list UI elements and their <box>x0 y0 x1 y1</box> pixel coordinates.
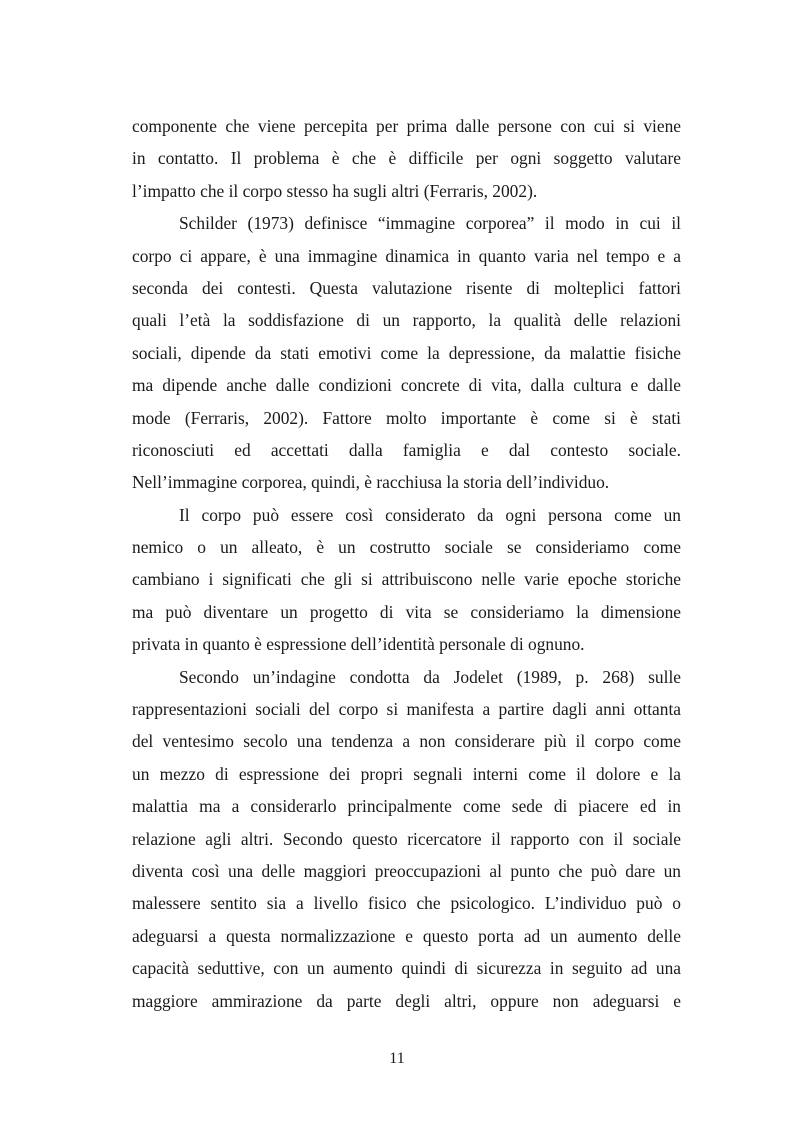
text-line: diventa così una delle maggiori preoccupazioni al punto che può dare un <box>132 860 681 881</box>
text-line: ma può diventare un progetto di vita se consideriamo la dimensione <box>132 601 681 622</box>
text-line: Schilder (1973) definisce “immagine corporea” il modo in cui il <box>179 213 681 234</box>
text-line: privata in quanto è espressione dell’identità personale di ognuno. <box>132 634 585 655</box>
text-line: seconda dei contesti. Questa valutazione risente di molteplici fattori <box>132 277 681 298</box>
text-line: del ventesimo secolo una tendenza a non considerare più il corpo come <box>132 731 681 752</box>
paragraph-2 <box>132 207 681 499</box>
document-body <box>132 110 681 1017</box>
text-line: corpo ci appare, è una immagine dinamica in quanto varia nel tempo e a <box>132 245 681 266</box>
text-line: relazione agli altri. Secondo questo ricercatore il rapporto con il sociale <box>132 828 681 849</box>
paragraph-3 <box>132 499 681 661</box>
text-line: adeguarsi a questa normalizzazione e questo porta ad un aumento delle <box>132 925 681 946</box>
text-line: rappresentazioni sociali del corpo si manifesta a partire dagli anni ottanta <box>132 699 681 720</box>
text-line: riconosciuti ed accettati dalla famiglia e dal contesto sociale. <box>132 439 681 460</box>
text-line: cambiano i significati che gli si attribuiscono nelle varie epoche storiche <box>132 569 681 590</box>
text-line: Secondo un’indagine condotta da Jodelet (1989, p. 268) sulle <box>179 666 681 687</box>
text-line: malattia ma a considerarlo principalmente come sede di piacere ed in <box>132 796 681 817</box>
text-line: nemico o un alleato, è un costrutto sociale se consideriamo come <box>132 537 681 558</box>
paragraph-1 <box>132 110 681 207</box>
paragraph-4 <box>132 661 681 1017</box>
text-line: maggiore ammirazione da parte degli altri, oppure non adeguarsi e <box>132 990 681 1011</box>
text-line: capacità seduttive, con un aumento quindi di sicurezza in seguito ad una <box>132 958 681 979</box>
text-line: componente che viene percepita per prima dalle persone con cui si viene <box>132 116 681 136</box>
text-line: quali l’età la soddisfazione di un rapporto, la qualità delle relazioni <box>132 310 681 331</box>
text-line: Nell’immagine corporea, quindi, è racchiusa la storia dell’individuo. <box>132 472 610 493</box>
text-line: in contatto. Il problema è che è difficile per ogni soggetto valutare <box>132 148 681 169</box>
text-line: un mezzo di espressione dei propri segnali interni come il dolore e la <box>132 763 681 784</box>
text-line: Il corpo può essere così considerato da ogni persona come un <box>179 504 681 525</box>
text-line: l’impatto che il corpo stesso ha sugli altri (Ferraris, 2002). <box>132 180 538 201</box>
text-line: mode (Ferraris, 2002). Fattore molto importante è come si è stati <box>132 407 681 428</box>
text-line: ma dipende anche dalle condizioni concrete di vita, dalla cultura e dalle <box>132 375 681 396</box>
text-line: malessere sentito sia a livello fisico che psicologico. L’individuo può o <box>132 893 681 914</box>
page-number: 11 <box>389 1050 405 1067</box>
text-line: sociali, dipende da stati emotivi come la depressione, da malattie fisiche <box>132 342 681 363</box>
